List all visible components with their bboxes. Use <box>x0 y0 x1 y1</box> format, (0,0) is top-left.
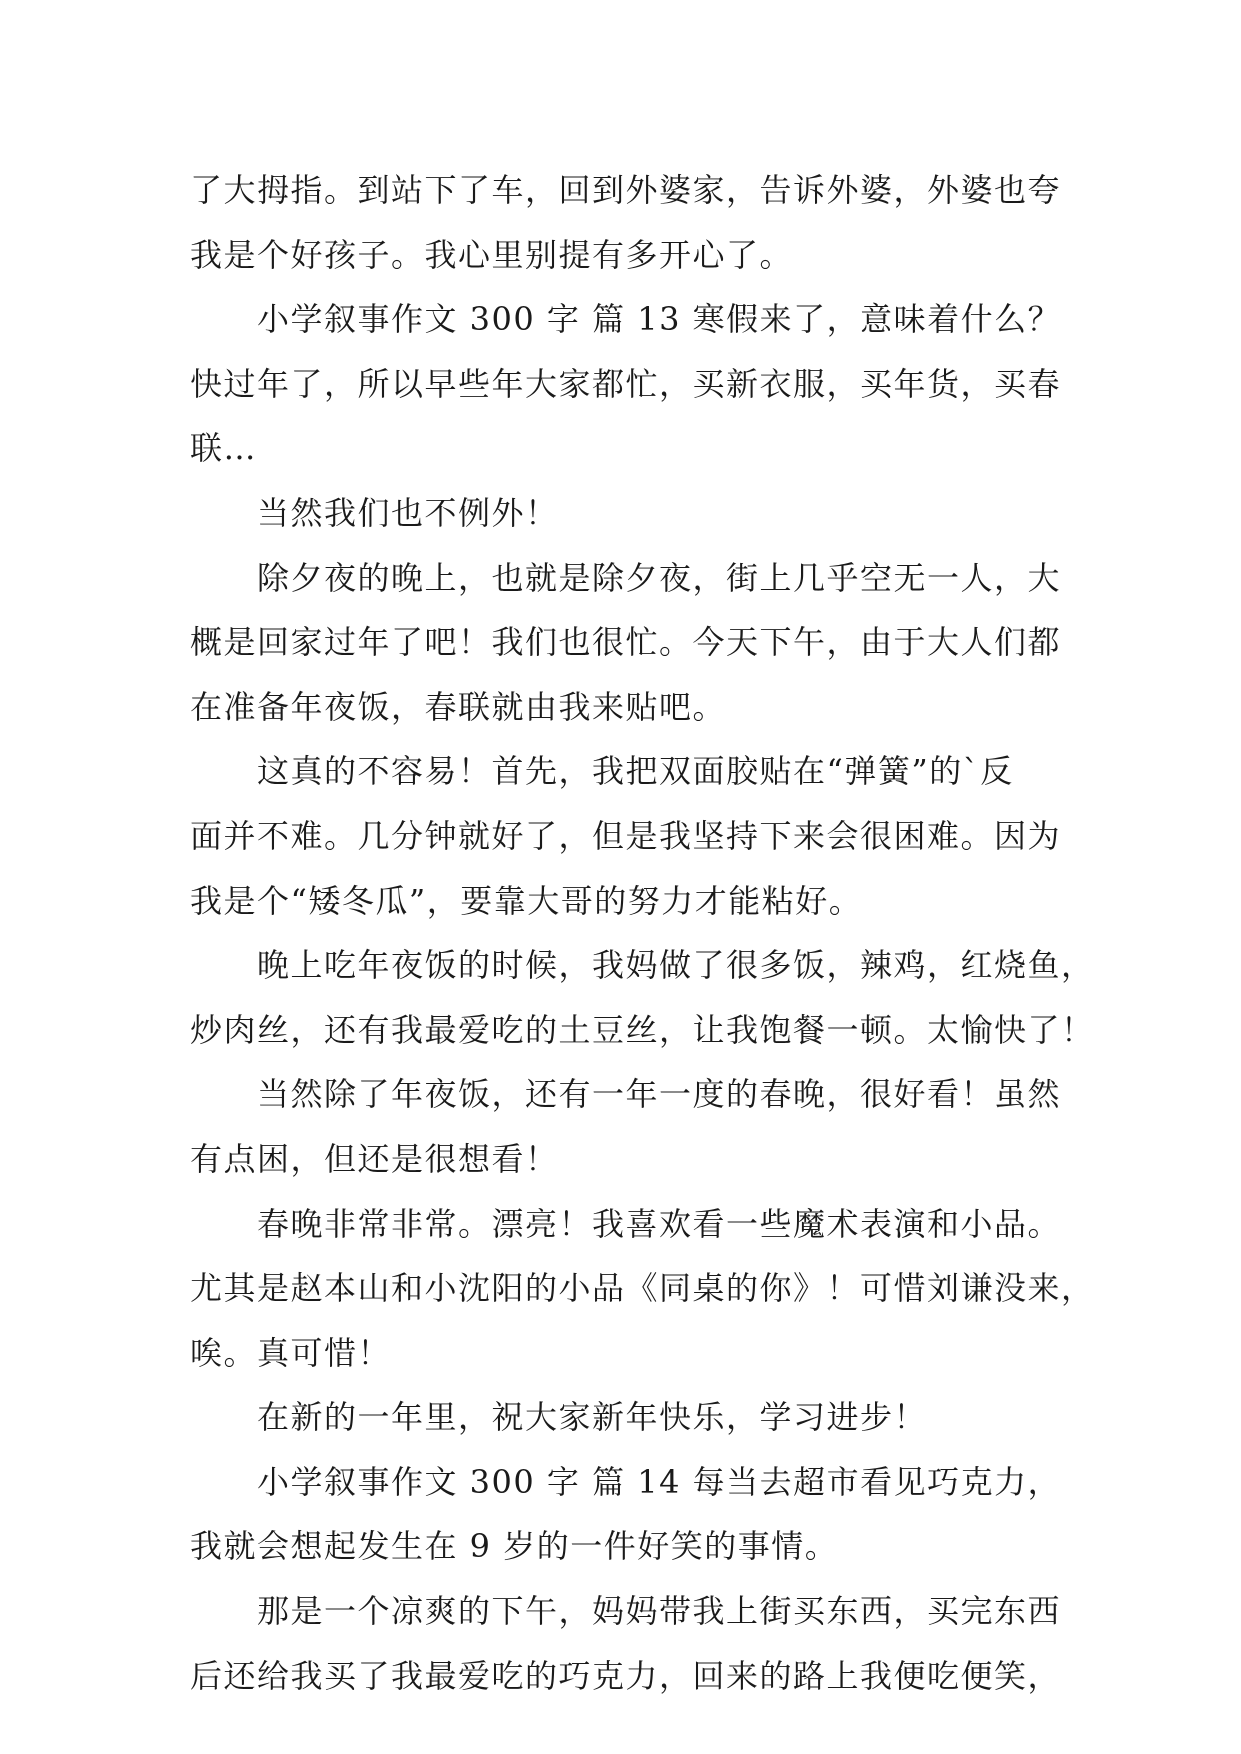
text-line: 这真的不容易！首先，我把双面胶贴在“弹簧”的`反 <box>257 752 1014 791</box>
text-line: 联… <box>190 429 258 468</box>
text-line: 快过年了，所以早些年大家都忙，买新衣服，买年货，买春 <box>190 364 1062 403</box>
text-line: 后还给我买了我最爱吃的巧克力，回来的路上我便吃便笑， <box>190 1656 1062 1695</box>
text-line: 我是个“矮冬瓜”，要靠大哥的努力才能粘好。 <box>190 881 863 920</box>
text-line: 当然除了年夜饭，还有一年一度的春晚，很好看！虽然 <box>257 1075 1062 1114</box>
text-line: 我是个好孩子。我心里别提有多开心了。 <box>190 235 794 274</box>
text-line: 在准备年夜饭，春联就由我来贴吧。 <box>190 687 727 726</box>
text-line: 面并不难。几分钟就好了，但是我坚持下来会很困难。因为 <box>190 816 1062 855</box>
text-line: 概是回家过年了吧！我们也很忙。今天下午，由于大人们都 <box>190 623 1062 662</box>
text-line: 在新的一年里，祝大家新年快乐，学习进步！ <box>257 1398 928 1437</box>
text-line: 晚上吃年夜饭的时候，我妈做了很多饭，辣鸡，红烧鱼， <box>257 946 1095 985</box>
text-line: 炒肉丝，还有我最爱吃的土豆丝，让我饱餐一顿。太愉快了！ <box>190 1010 1095 1049</box>
text-line: 了大拇指。到站下了车，回到外婆家，告诉外婆，外婆也夸 <box>190 171 1062 209</box>
text-line: 那是一个凉爽的下午，妈妈带我上街买东西，买完东西 <box>257 1592 1062 1631</box>
text-line: 当然我们也不例外！ <box>257 493 559 532</box>
text-line: 唉。真可惜！ <box>190 1333 392 1372</box>
text-line: 春晚非常非常。漂亮！我喜欢看一些魔术表演和小品。 <box>257 1204 1062 1243</box>
text-line: 我就会想起发生在 9 岁的一件好笑的事情。 <box>190 1527 839 1566</box>
document-body <box>190 158 1095 1708</box>
essay-heading-line: 小学叙事作文 300 字 篇 13 寒假来了，意味着什么？ <box>257 300 1062 339</box>
essay-heading-line: 小学叙事作文 300 字 篇 14 每当去超市看见巧克力， <box>257 1462 1062 1501</box>
text-line: 除夕夜的晚上，也就是除夕夜，街上几乎空无一人，大 <box>257 558 1062 597</box>
text-line: 尤其是赵本山和小沈阳的小品《同桌的你》！可惜刘谦没来， <box>190 1269 1095 1308</box>
text-line: 有点困，但还是很想看！ <box>190 1139 559 1178</box>
